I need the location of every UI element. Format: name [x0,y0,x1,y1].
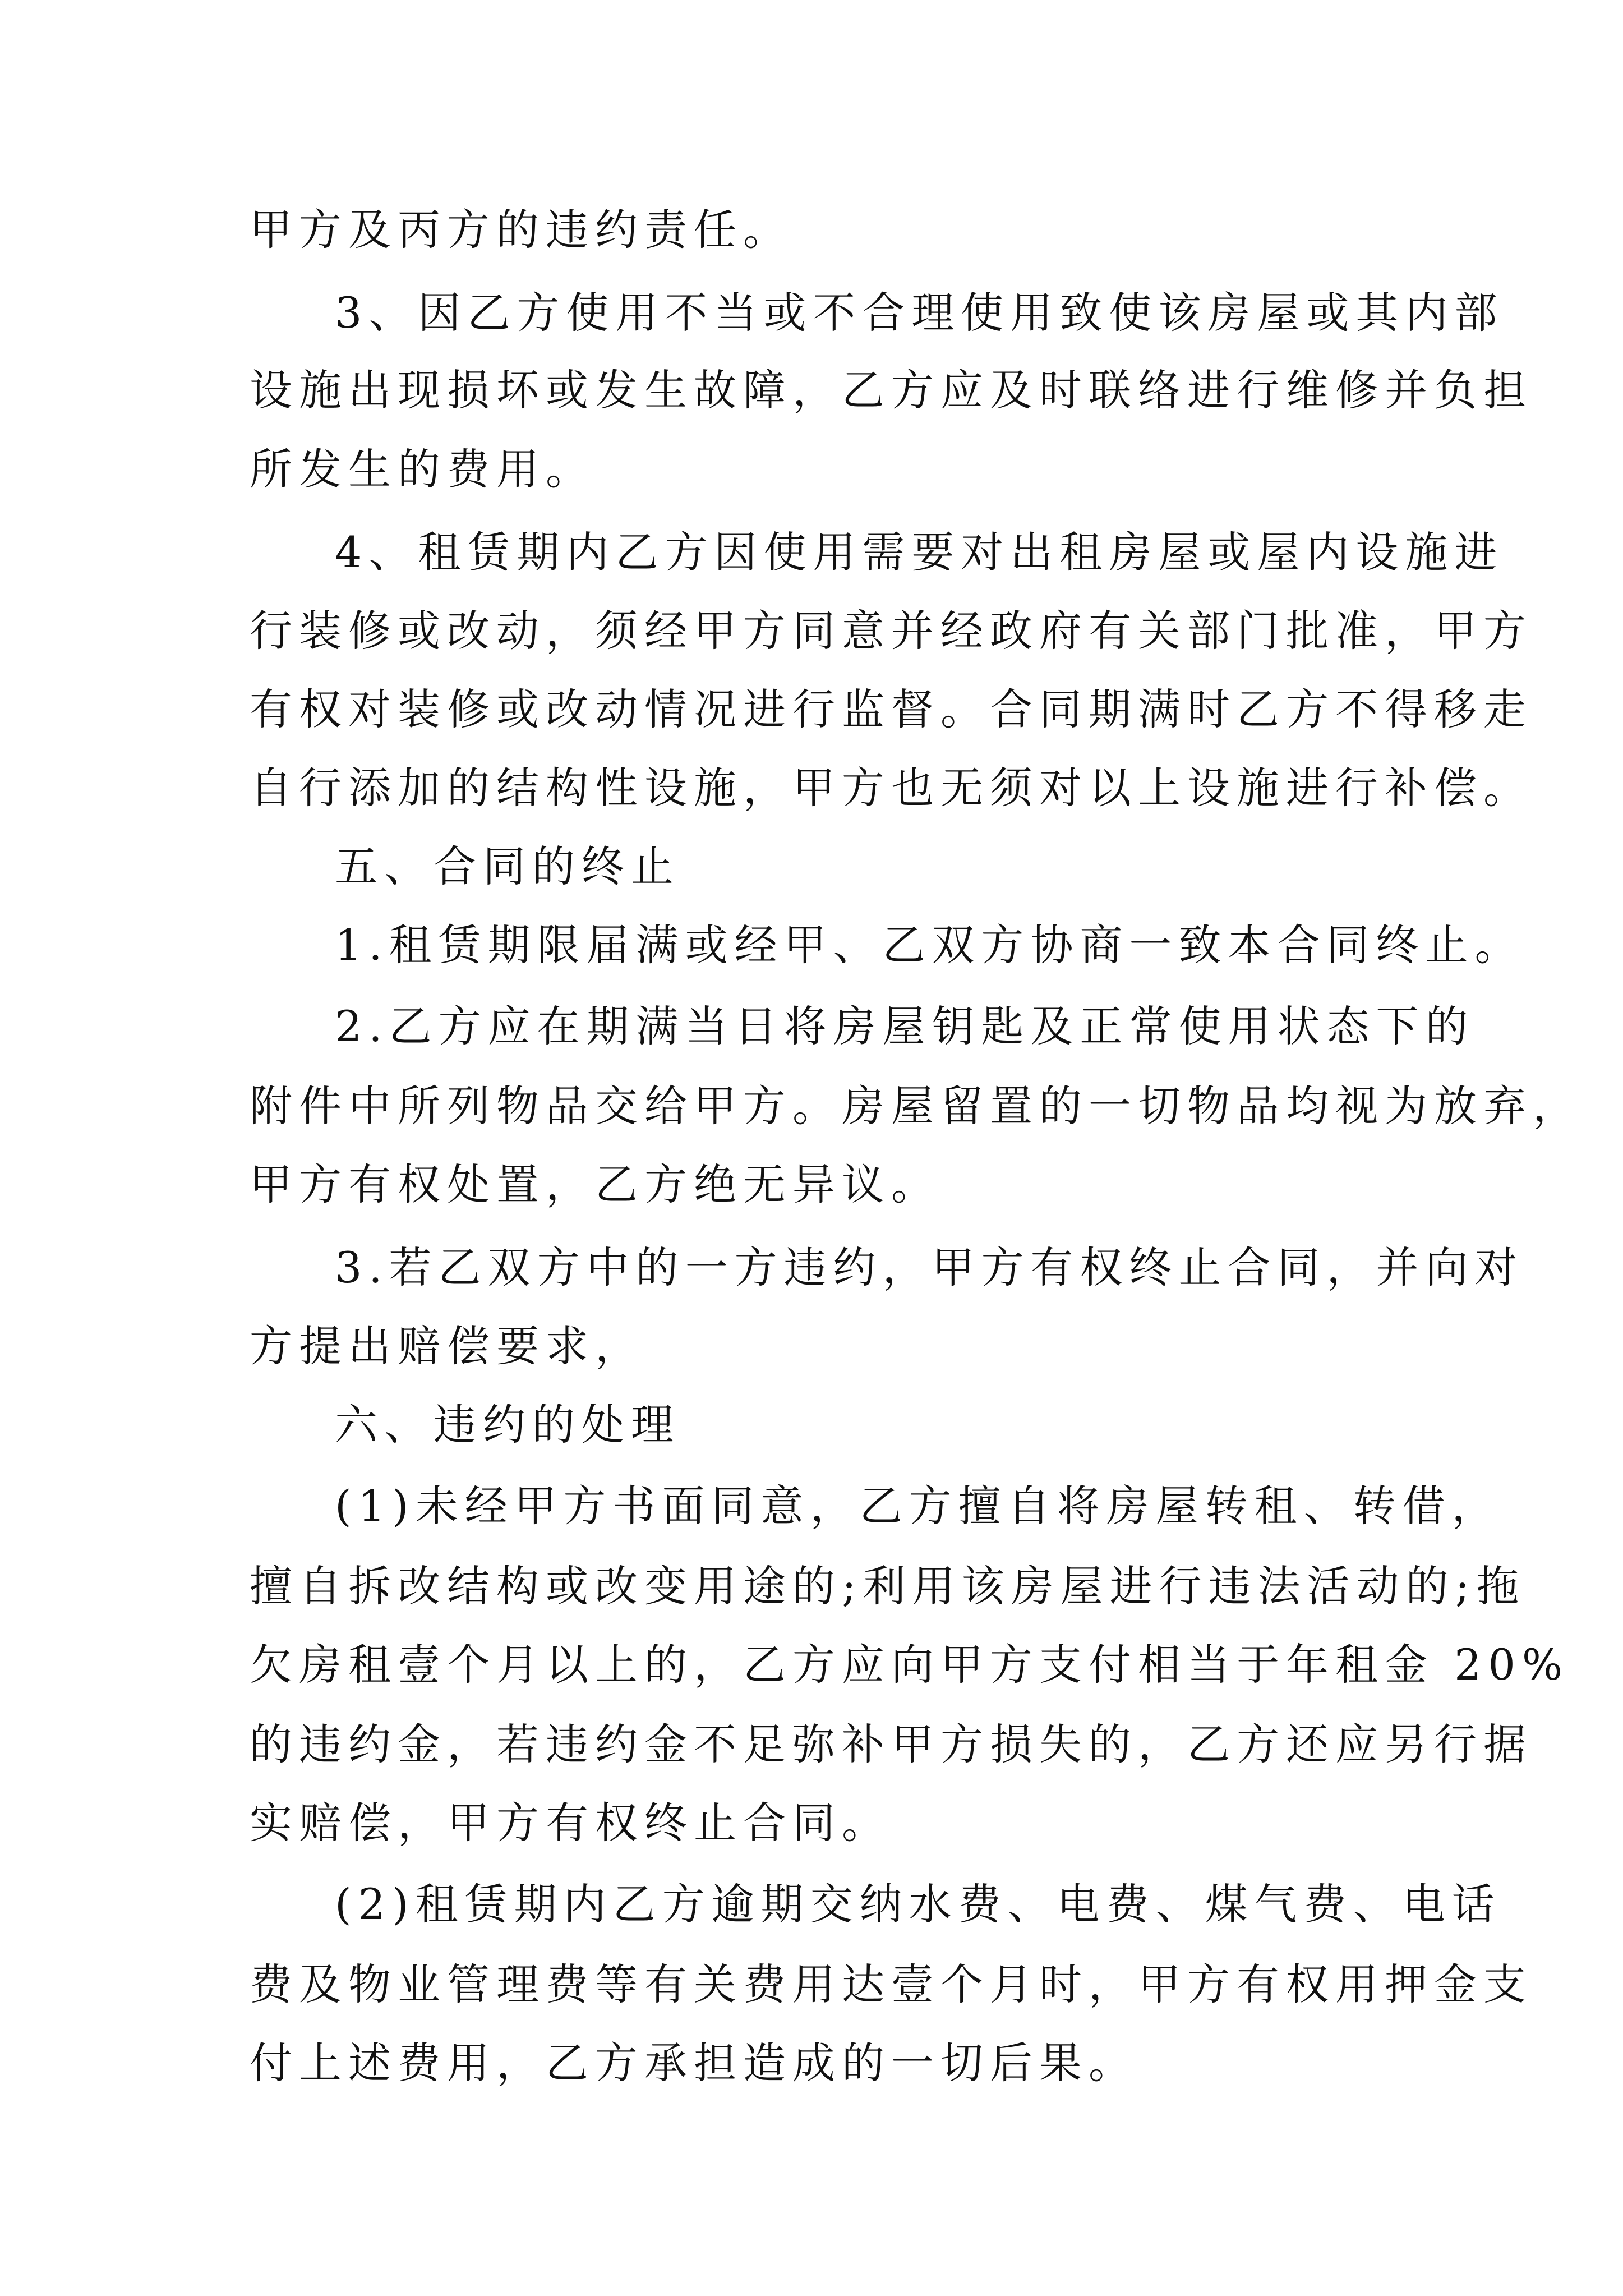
text-line: 甲方有权处置，乙方绝无异议。 [250,1159,940,1209]
text-line: 擅自拆改结构或改变用途的;利用该房屋进行违法活动的;拖 [250,1561,1526,1611]
text-line: 有权对装修或改动情况进行监督。合同期满时乙方不得移走 [250,684,1533,734]
section-heading: 五、合同的终止 [335,841,680,891]
text-line: 费及物业管理费等有关费用达壹个月时，甲方有权用押金支 [250,1959,1533,2009]
section-heading: 六、违约的处理 [335,1400,680,1450]
text-line: 4、租赁期内乙方因使用需要对出租房屋或屋内设施进 [335,527,1504,577]
text-line: 自行添加的结构性设施，甲方也无须对以上设施进行补偿。 [250,763,1533,813]
text-line: 方提出赔偿要求， [250,1321,644,1371]
text-line: 1.租赁期限届满或经甲、乙双方协商一致本合同终止。 [335,920,1524,970]
text-line: (2)租赁期内乙方逾期交纳水费、电费、煤气费、电话 [335,1879,1501,1929]
text-line: 所发生的费用。 [250,444,595,494]
text-line: 付上述费用，乙方承担造成的一切后果。 [250,2038,1138,2088]
text-line: 附件中所列物品交给甲方。房屋留置的一切物品均视为放弃， [250,1081,1582,1131]
text-line: 的违约金，若违约金不足弥补甲方损失的，乙方还应另行据 [250,1719,1533,1769]
text-line: 设施出现损坏或发生故障，乙方应及时联络进行维修并负担 [250,365,1533,415]
text-line: 实赔偿，甲方有权终止合同。 [250,1798,891,1848]
text-line: (1)未经甲方书面同意，乙方擅自将房屋转租、转借， [335,1481,1501,1531]
text-line: 3、因乙方使用不当或不合理使用致使该房屋或其内部 [335,288,1504,338]
text-line: 2.乙方应在期满当日将房屋钥匙及正常使用状态下的 [335,1001,1475,1051]
text-line: 欠房租壹个月以上的，乙方应向甲方支付相当于年租金 20% [250,1640,1570,1690]
text-line: 行装修或改动，须经甲方同意并经政府有关部门批准，甲方 [250,606,1533,656]
text-line: 甲方及丙方的违约责任。 [250,205,792,255]
text-line: 3.若乙双方中的一方违约，甲方有权终止合同，并向对 [335,1243,1524,1292]
